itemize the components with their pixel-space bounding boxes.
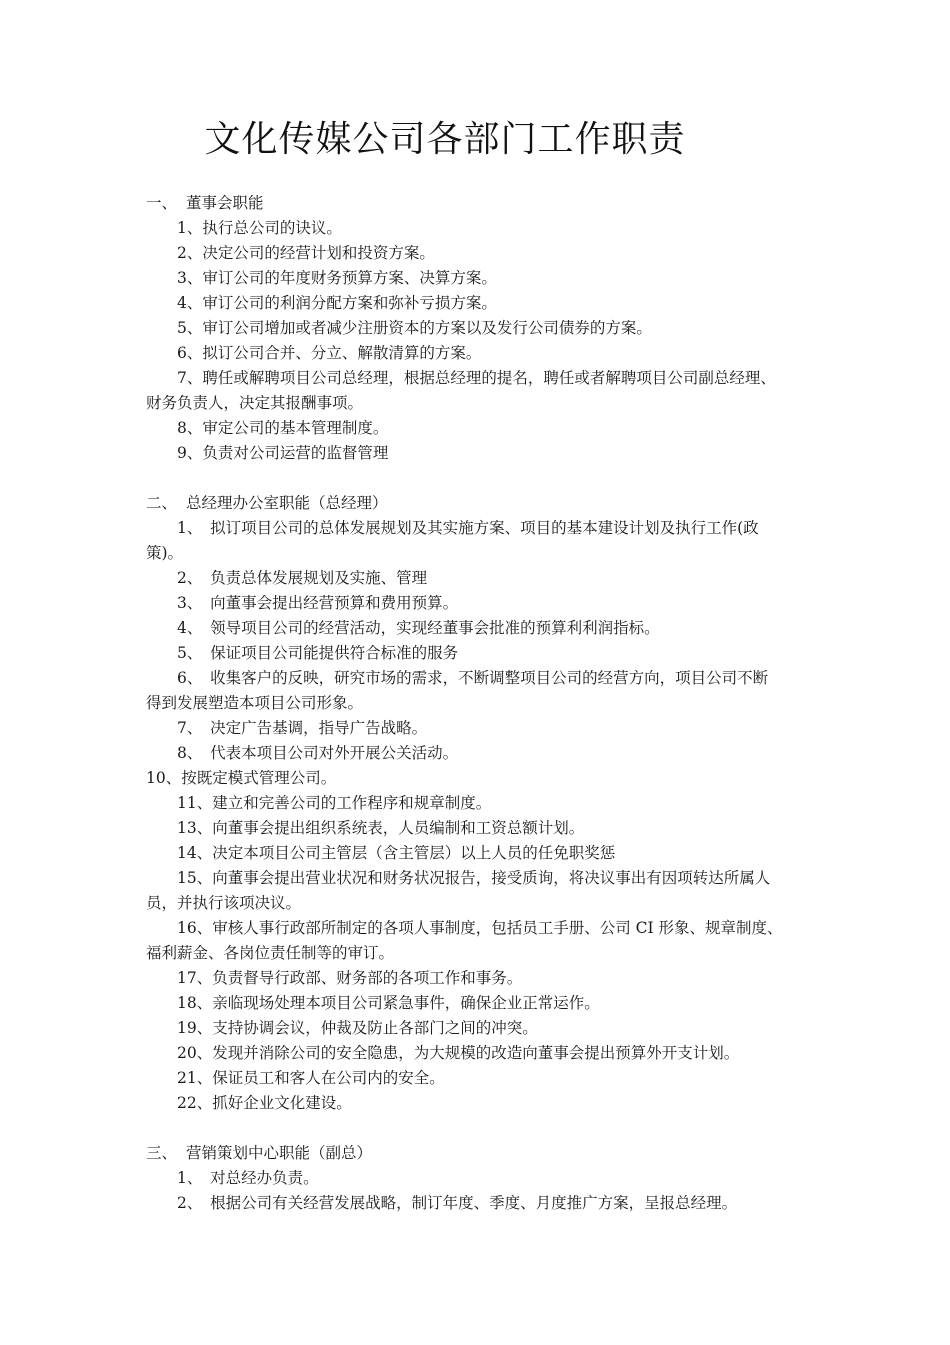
list-item-continuation: 策)。 [146, 544, 184, 562]
section-heading [146, 1143, 372, 1163]
list-item: 22、抓好企业文化建设。 [177, 1094, 352, 1112]
list-item: 15、向董事会提出营业状况和财务状况报告，接受质询，将决议事出有因项转达所属人 [177, 869, 771, 887]
section-title: 董事会职能 [186, 194, 264, 212]
list-item: 6、拟订公司合并、分立、解散清算的方案。 [177, 344, 482, 362]
list-item: 2、决定公司的经营计划和投资方案。 [177, 244, 435, 262]
list-item: 8、 代表本项目公司对外开展公关活动。 [177, 744, 459, 762]
list-item: 17、负责督导行政部、财务部的各项工作和事务。 [177, 969, 523, 987]
section-title: 营销策划中心职能（副总） [186, 1144, 373, 1162]
section-number: 二、 [146, 494, 178, 512]
list-item: 1、 对总经办负责。 [177, 1169, 319, 1187]
list-item: 5、审订公司增加或者减少注册资本的方案以及发行公司债券的方案。 [177, 319, 652, 337]
section-number: 三、 [146, 1144, 178, 1162]
list-item: 1、 拟订项目公司的总体发展规划及其实施方案、项目的基本建设计划及执行工作(政 [177, 519, 759, 537]
list-item: 2、 负责总体发展规划及实施、管理 [177, 569, 428, 587]
list-item: 6、 收集客户的反映，研究市场的需求，不断调整项目公司的经营方向，项目公司不断 [177, 669, 769, 687]
list-item: 4、 领导项目公司的经营活动，实现经董事会批准的预算利利润指标。 [177, 619, 660, 637]
list-item-continuation: 得到发展塑造本项目公司形象。 [146, 694, 364, 712]
list-item: 10、按既定模式管理公司。 [146, 769, 337, 787]
section-title: 总经理办公室职能（总经理） [186, 494, 388, 512]
section-heading [146, 493, 388, 513]
page-title: 文化传媒公司各部门工作职责 [204, 119, 686, 160]
section-heading [146, 193, 264, 213]
list-item: 14、决定本项目公司主管层（含主管层）以上人员的任免职奖惩 [177, 844, 616, 862]
list-item: 18、亲临现场处理本项目公司紧急事件，确保企业正常运作。 [177, 994, 600, 1012]
list-item: 4、审订公司的利润分配方案和弥补亏损方案。 [177, 294, 497, 312]
list-item: 19、支持协调会议，仲裁及防止各部门之间的冲突。 [177, 1019, 538, 1037]
list-item-continuation: 福利薪金、各岗位责任制等的审订。 [146, 944, 395, 962]
list-item: 11、建立和完善公司的工作程序和规章制度。 [177, 794, 492, 812]
list-item: 16、审核人事行政部所制定的各项人事制度，包括员工手册、公司 CI 形象、规章制度、 [177, 919, 783, 937]
list-item: 8、审定公司的基本管理制度。 [177, 419, 389, 437]
list-item: 2、 根据公司有关经营发展战略，制订年度、季度、月度推广方案，呈报总经理。 [177, 1194, 738, 1212]
list-item: 3、 向董事会提出经营预算和费用预算。 [177, 594, 459, 612]
list-item: 7、 决定广告基调，指导广告战略。 [177, 719, 428, 737]
list-item-continuation: 员，并执行该项决议。 [146, 894, 302, 912]
list-item: 21、保证员工和客人在公司内的安全。 [177, 1069, 445, 1087]
list-item: 7、聘任或解聘项目公司总经理，根据总经理的提名，聘任或者解聘项目公司副总经理、 [177, 369, 776, 387]
section-number: 一、 [146, 194, 178, 212]
list-item-continuation: 财务负责人，决定其报酬事项。 [146, 394, 364, 412]
list-item: 20、发现并消除公司的安全隐患，为大规模的改造向董事会提出预算外开支计划。 [177, 1044, 740, 1062]
list-item: 3、审订公司的年度财务预算方案、决算方案。 [177, 269, 497, 287]
list-item: 5、 保证项目公司能提供符合标准的服务 [177, 644, 459, 662]
list-item: 1、执行总公司的诀议。 [177, 219, 342, 237]
list-item: 13、向董事会提出组织系统表，人员编制和工资总额计划。 [177, 819, 585, 837]
list-item: 9、负责对公司运营的监督管理 [177, 444, 389, 462]
